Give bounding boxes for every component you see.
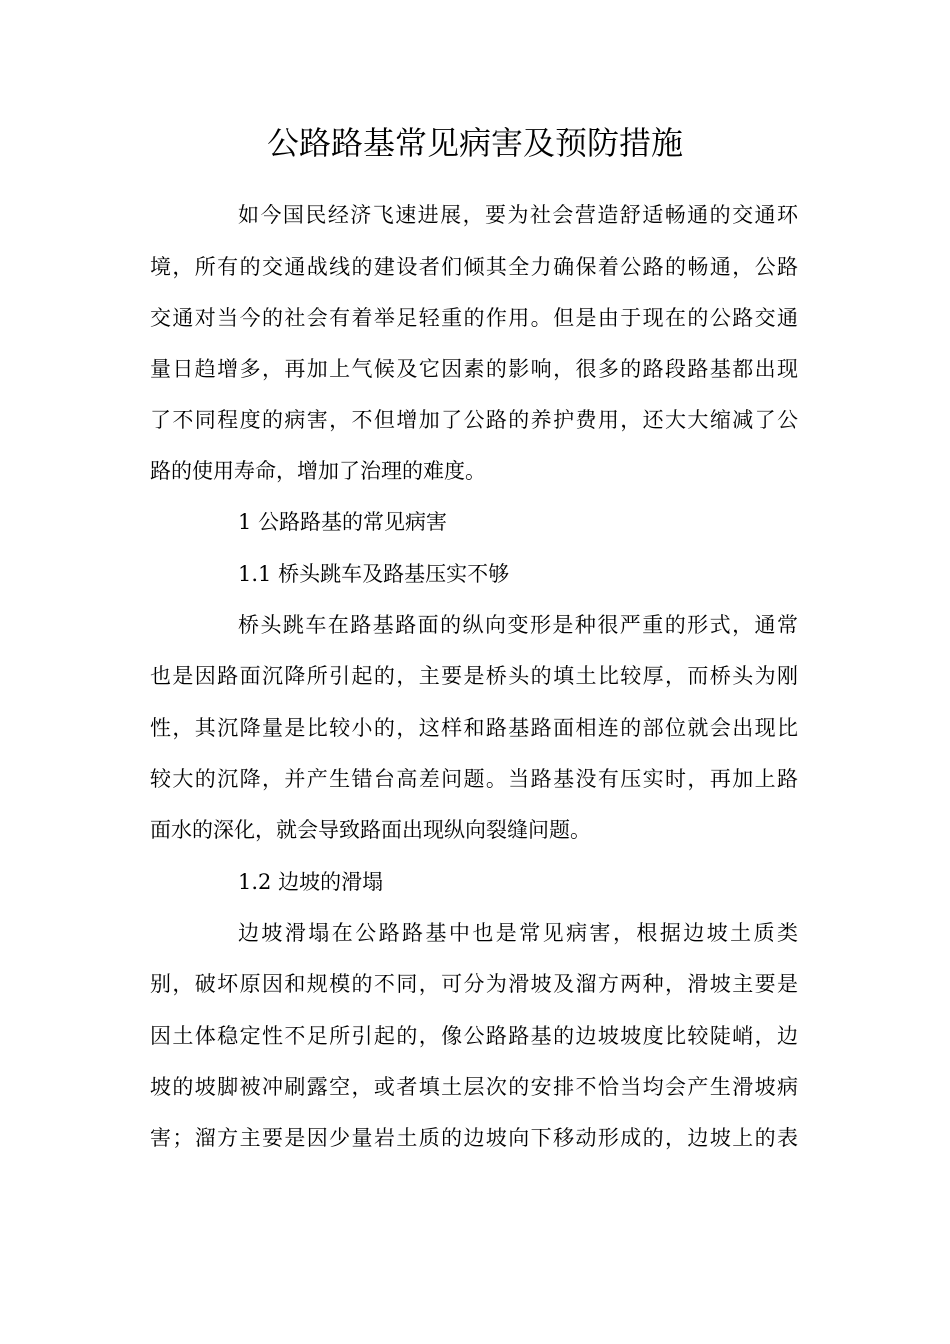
paragraph-1-line-6: 路的使用寿命，增加了治理的难度。 <box>150 459 486 483</box>
paragraph-1-line-5: 了不同程度的病害，不但增加了公路的养护费用，还大大缩减了公 <box>150 408 798 432</box>
paragraph-3-line-1: 边坡滑塌在公路路基中也是常见病害，根据边坡土质类 <box>238 921 798 945</box>
paragraph-1-line-1: 如今国民经济飞速进展，要为社会营造舒适畅通的交通环 <box>238 203 798 227</box>
paragraph-2-line-4: 较大的沉降，并产生错台高差问题。当路基没有压实时，再加上路 <box>150 767 798 791</box>
paragraph-2-line-2: 也是因路面沉降所引起的，主要是桥头的填土比较厚，而桥头为刚 <box>150 664 798 688</box>
paragraph-2-line-5: 面水的深化，就会导致路面出现纵向裂缝问题。 <box>150 818 591 842</box>
paragraph-1-line-4: 量日趋增多，再加上气候及它因素的影响，很多的路段路基都出现 <box>150 357 798 381</box>
document-title: 公路路基常见病害及预防措施 <box>266 124 683 162</box>
paragraph-3-line-4: 坡的坡脚被冲刷露空，或者填土层次的安排不恰当均会产生滑坡病 <box>150 1075 798 1099</box>
paragraph-3-line-5: 害；溜方主要是因少量岩土质的边坡向下移动形成的，边坡上的表 <box>150 1126 798 1150</box>
section-heading-1: 1 公路路基的常见病害 <box>238 510 448 534</box>
section-heading-1-1: 1.1 桥头跳车及路基压实不够 <box>238 562 510 586</box>
paragraph-1-line-2: 境，所有的交通战线的建设者们倾其全力确保着公路的畅通，公路 <box>150 255 798 279</box>
paragraph-1-line-3: 交通对当今的社会有着举足轻重的作用。但是由于现在的公路交通 <box>150 306 798 330</box>
paragraph-3-line-2: 别，破坏原因和规模的不同，可分为滑坡及溜方两种，滑坡主要是 <box>150 972 798 996</box>
paragraph-2-line-1: 桥头跳车在路基路面的纵向变形是种很严重的形式，通常 <box>238 613 798 637</box>
section-heading-1-2: 1.2 边坡的滑塌 <box>238 870 384 894</box>
paragraph-2-line-3: 性，其沉降量是比较小的，这样和路基路面相连的部位就会出现比 <box>150 716 798 740</box>
paragraph-3-line-3: 因土体稳定性不足所引起的，像公路路基的边坡坡度比较陡峭，边 <box>150 1024 798 1048</box>
